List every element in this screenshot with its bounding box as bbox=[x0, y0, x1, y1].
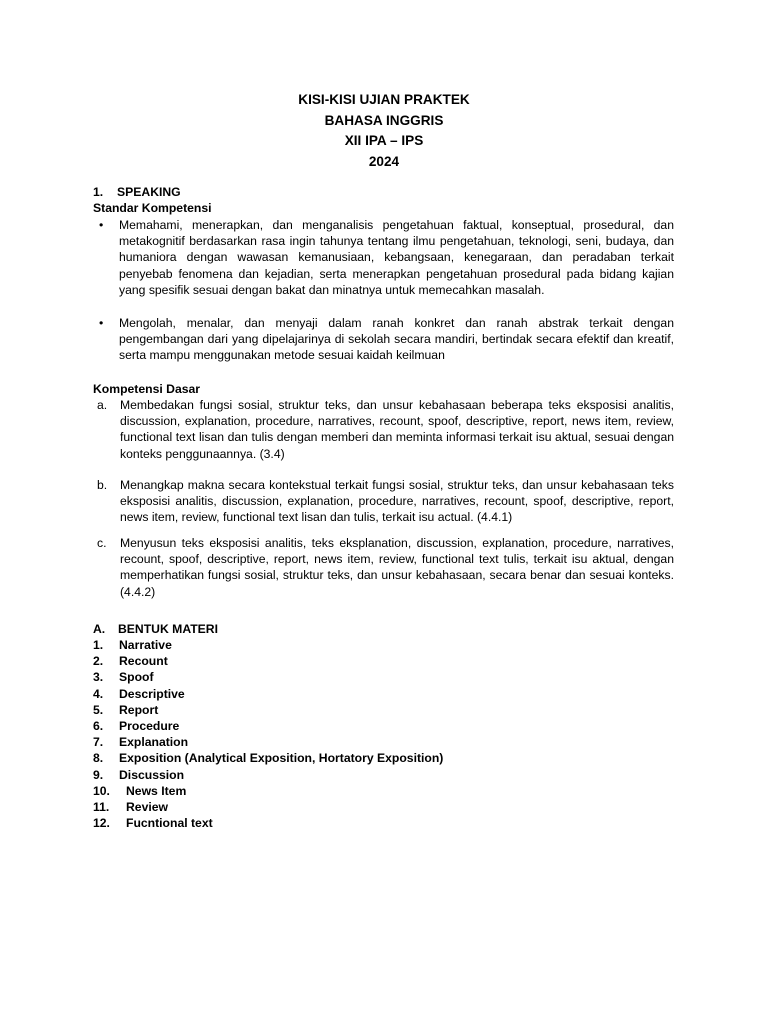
kd-item-text: Membedakan fungsi sosial, struktur teks, dan unsur kebahasaan beberapa teks eksposisi analitis, discussion, explanation, procedure, narratives, recount, spoof, descriptive, report, news item, review, functional text lisan dan tulis dengan memberi dan meminta informasi terkait isu aktual, sesuai dengan konteks penggunaannya. (3.4) bbox=[120, 398, 674, 461]
kompetensi-dasar-item bbox=[93, 397, 674, 462]
list-item-number: 3. bbox=[93, 670, 104, 685]
kd-item-label: b. bbox=[97, 478, 108, 492]
list-item bbox=[93, 637, 674, 653]
list-item bbox=[93, 750, 674, 766]
standar-kompetensi-item bbox=[93, 217, 674, 298]
list-item bbox=[93, 653, 674, 669]
speaking-title: SPEAKING bbox=[117, 185, 181, 199]
bentuk-materi-title: BENTUK MATERI bbox=[118, 622, 218, 636]
speaking-heading bbox=[93, 184, 674, 200]
list-item bbox=[93, 734, 674, 750]
list-item bbox=[93, 686, 674, 702]
list-item-number: 12. bbox=[93, 816, 110, 831]
list-item-text: Descriptive bbox=[119, 686, 185, 701]
kompetensi-dasar-item bbox=[93, 477, 674, 526]
kompetensi-dasar-heading: Kompetensi Dasar bbox=[93, 382, 201, 396]
list-item-text: Narrative bbox=[119, 638, 172, 652]
list-item-number: 4. bbox=[93, 686, 104, 701]
list-item-text: Exposition (Analytical Exposition, Hortatory Exposition) bbox=[119, 751, 444, 766]
kd-item-text: Menangkap makna secara kontekstual terkait fungsi sosial, struktur teks, dan unsur kebahasaan teks eksposisi analitis, discussion, explanation, procedure, narratives, recount, spoof, descriptive, report, news item, review, functional text lisan dan tulis, terkait isu actual. (4.4.1) bbox=[120, 478, 674, 525]
list-item-text: Fucntional text bbox=[126, 816, 213, 831]
kd-item-label: a. bbox=[97, 398, 108, 412]
list-item-text: Discussion bbox=[119, 767, 185, 782]
list-item-number: 5. bbox=[93, 702, 104, 717]
list-item-text: Explanation bbox=[119, 735, 189, 750]
list-item bbox=[93, 702, 674, 718]
document-title bbox=[0, 90, 768, 172]
standar-kompetensi-item bbox=[93, 315, 674, 364]
list-item-text: News Item bbox=[126, 783, 187, 798]
list-item-number: 2. bbox=[93, 654, 104, 669]
list-item-number: 8. bbox=[93, 751, 104, 766]
list-item bbox=[93, 669, 674, 685]
standar-kompetensi-heading: Standar Kompetensi bbox=[93, 201, 212, 215]
list-item-number: 7. bbox=[93, 735, 104, 750]
speaking-number: 1. bbox=[93, 185, 104, 199]
bullet-icon: • bbox=[99, 218, 104, 232]
sk-item-text: Mengolah, menalar, dan menyaji dalam ranah konkret dan ranah abstrak terkait dengan pengembangan dari yang dipelajarinya di sekolah secara mandiri, bertindak secara efektif dan kreatif, serta mampu menggunakan metode sesuai kaidah keilmuan bbox=[119, 316, 674, 363]
bentuk-materi-heading bbox=[93, 621, 674, 637]
list-item-text: Report bbox=[119, 702, 159, 717]
list-item bbox=[93, 718, 674, 734]
kompetensi-dasar-item bbox=[93, 535, 674, 600]
list-item-number: 6. bbox=[93, 719, 104, 734]
list-item bbox=[93, 815, 674, 831]
list-item-text: Recount bbox=[119, 654, 168, 669]
kd-item-label: c. bbox=[97, 536, 107, 550]
title-line-4: 2024 bbox=[368, 153, 400, 169]
list-item-text: Procedure bbox=[119, 719, 180, 734]
title-line-1: KISI-KISI UJIAN PRAKTEK bbox=[298, 92, 470, 107]
list-item bbox=[93, 799, 674, 815]
bentuk-materi-list bbox=[93, 637, 674, 831]
bentuk-materi-label: A. bbox=[93, 622, 106, 636]
kd-item-text: Menyusun teks eksposisi analitis, teks eksplanation, discussion, explanation, procedure, narratives, recount, spoof, descriptive, report, news item, review, functional text tulis, terkait isu aktual, dengan memperhatikan fungsi sosial, struktur teks, dan unsur kebahasaan, secara benar dan sesuai konteks. (4.4.2) bbox=[120, 536, 674, 599]
title-line-3: XII IPA – IPS bbox=[344, 133, 424, 148]
list-item-number: 10. bbox=[93, 783, 110, 798]
list-item bbox=[93, 767, 674, 783]
bullet-icon: • bbox=[99, 316, 104, 330]
list-item-number: 11. bbox=[93, 800, 110, 815]
list-item bbox=[93, 783, 674, 799]
list-item-text: Spoof bbox=[119, 670, 154, 685]
list-item-number: 1. bbox=[93, 638, 104, 652]
list-item-number: 9. bbox=[93, 767, 104, 782]
list-item-text: Review bbox=[126, 800, 169, 815]
title-line-2: BAHASA INGGRIS bbox=[324, 112, 444, 128]
sk-item-text: Memahami, menerapkan, dan menganalisis pengetahuan faktual, konseptual, prosedural, dan metakognitif berdasarkan rasa ingin tahunya tentang ilmu pengetahuan, teknologi, seni, budaya, dan humaniora dengan wawasan kemanusiaan, kebangsaan, kenegaraan, dan peradaban terkait penyebab fenomena dan kejadian, serta menerapkan pengetahuan prosedural pada bidang kajian yang spesifik sesuai dengan bakat dan minatnya untuk memecahkan masalah. bbox=[119, 218, 674, 297]
